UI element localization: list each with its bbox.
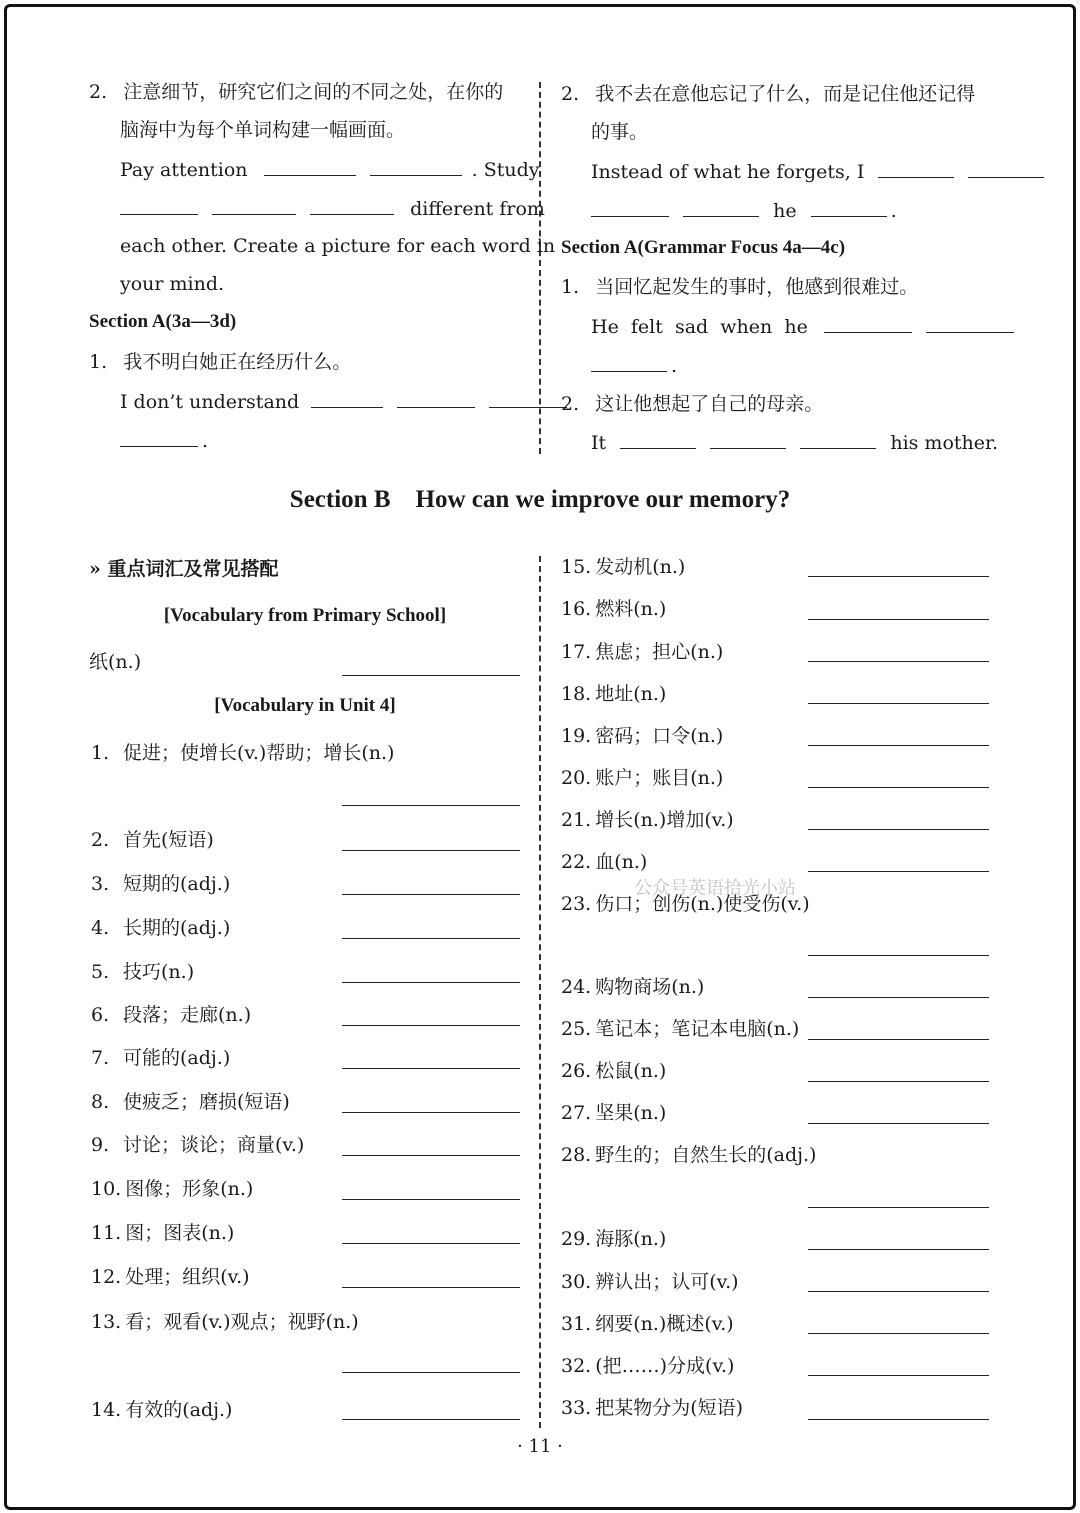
answer-line[interactable] [342,1025,520,1026]
chinese-prompt: 注意细节，研究它们之间的不同之处，在你的 [123,81,504,103]
item-definition: 纲要(n.)概述(v.) [595,1313,734,1335]
answer-blank[interactable] [311,389,383,408]
answer-line[interactable] [808,997,989,998]
item-number: 14. [91,1399,122,1421]
vocab-item [91,1046,230,1070]
item-definition: 段落；走廊(n.) [123,1004,252,1026]
english-sentence-line3: each other. Create a picture for each word in [120,235,556,257]
question-number: 1. [561,276,580,298]
answer-blank[interactable] [710,430,786,449]
vocab-heading: » 重点词汇及常见搭配 [89,558,279,580]
item-definition: 看；观看(v.)观点；视野(n.) [125,1311,359,1333]
exercise-1-right [561,275,918,299]
answer-line[interactable] [342,1199,520,1200]
primary-vocab-item: 纸(n.) [89,651,142,673]
item-definition: 处理；组织(v.) [125,1266,250,1288]
item-definition: 账户；账目(n.) [595,767,724,789]
answer-line[interactable] [342,1155,520,1156]
answer-line[interactable] [342,675,520,676]
section-title: Section B How can we improve our memory? [289,486,791,513]
item-definition: 可能的(adj.) [123,1047,231,1069]
item-number: 32. [561,1355,592,1377]
answer-blank[interactable] [264,157,356,176]
exercise-2b-right [561,392,823,416]
english-sentence: I don’t understand [120,389,571,414]
vocab-item [91,1003,251,1027]
vocab-item [561,975,704,999]
answer-line[interactable] [342,894,520,895]
answer-line[interactable] [808,1333,989,1334]
question-number: 2. [89,81,108,103]
answer-line[interactable] [342,1419,520,1420]
answer-blank[interactable] [591,198,669,217]
item-number: 12. [91,1266,122,1288]
answer-line[interactable] [808,1291,989,1292]
item-number: 24. [561,976,592,998]
answer-line[interactable] [808,1123,989,1124]
english-sentence-line2: different from [120,196,545,221]
vocab-item [91,916,230,940]
unit-vocab-heading: [Vocabulary in Unit 4] [214,695,396,716]
item-number: 29. [561,1228,592,1250]
item-number: 8. [91,1091,110,1113]
english-sentence-line1: Pay attention . Study [120,159,540,181]
answer-line[interactable] [808,576,989,577]
vocab-item [91,1265,250,1289]
item-definition: 密码；口令(n.) [595,725,724,747]
vocab-item [91,1090,290,1114]
item-definition: 图；图表(n.) [125,1222,235,1244]
answer-blank[interactable] [620,430,696,449]
answer-blank[interactable] [120,196,198,215]
section-heading: Section A(Grammar Focus 4a—4c) [561,237,846,258]
answer-line[interactable] [342,938,520,939]
item-definition: 把某物分为(短语) [595,1397,744,1419]
vocab-item [561,766,723,790]
item-number: 3. [91,873,110,895]
item-number: 25. [561,1018,592,1040]
item-definition: 促进；使增长(v.)帮助；增长(n.) [123,742,395,764]
item-definition: 燃料(n.) [595,598,667,620]
item-definition: 长期的(adj.) [123,917,231,939]
answer-line[interactable] [342,850,520,851]
vocab-item [561,640,723,664]
english-sentence: It his mother. [591,432,999,454]
answer-blank[interactable] [968,159,1044,178]
answer-line[interactable] [342,1287,520,1288]
answer-line[interactable] [342,1243,520,1244]
answer-line[interactable] [808,871,989,872]
vocab-item [561,1017,799,1041]
english-sentence-end: . [120,428,208,453]
item-number: 13. [91,1311,122,1333]
answer-blank[interactable] [310,196,394,215]
item-number: 2. [91,829,110,851]
answer-line[interactable] [808,1375,989,1376]
answer-line[interactable] [342,982,520,983]
item-number: 10. [91,1178,122,1200]
item-definition: 笔记本；笔记本电脑(n.) [595,1018,800,1040]
vocab-item [561,1059,666,1083]
answer-blank[interactable] [120,428,198,447]
item-number: 6. [91,1004,110,1026]
answer-line[interactable] [808,1207,989,1208]
vocab-item [561,808,734,832]
item-number: 18. [561,683,592,705]
question-number: 1. [89,351,108,373]
english-sentence-line1: Instead of what he forgets, I [591,159,1048,184]
item-definition: 技巧(n.) [123,961,195,983]
column-divider-bottom [539,556,541,1428]
vocab-item [561,1101,666,1125]
item-number: 4. [91,917,110,939]
item-number: 16. [561,598,592,620]
item-definition: 野生的；自然生长的(adj.) [595,1144,817,1166]
answer-blank[interactable] [397,389,475,408]
item-number: 15. [561,556,592,578]
vocab-item [91,1310,359,1334]
answer-line[interactable] [342,1112,520,1113]
exercise-2-right [561,82,975,106]
exercise-2-left [89,80,503,104]
answer-line[interactable] [808,1419,989,1420]
item-definition: 使疲乏；磨损(短语) [123,1091,290,1113]
answer-blank[interactable] [824,314,912,333]
item-number: 17. [561,641,592,663]
item-definition: 图像；形象(n.) [125,1178,254,1200]
answer-line[interactable] [808,955,989,956]
item-number: 31. [561,1313,592,1335]
item-definition: 松鼠(n.) [595,1060,667,1082]
item-number: 19. [561,725,592,747]
answer-line[interactable] [342,1068,520,1069]
answer-line[interactable] [808,1039,989,1040]
item-definition: 增长(n.)增加(v.) [595,809,734,831]
answer-line[interactable] [808,703,989,704]
english-sentence: He felt sad when he [591,314,1018,339]
answer-line[interactable] [342,1372,520,1373]
vocab-item [561,597,666,621]
answer-blank[interactable] [811,198,887,217]
vocab-item [91,1133,304,1157]
item-definition: 坚果(n.) [595,1102,667,1124]
vocab-item [561,1143,816,1167]
answer-line[interactable] [808,745,989,746]
item-definition: 伤口；创伤(n.)使受伤(v.) [595,893,810,915]
chinese-prompt: 这让他想起了自己的母亲。 [595,393,824,415]
answer-blank[interactable] [591,353,667,372]
answer-line[interactable] [808,661,989,662]
item-number: 20. [561,767,592,789]
answer-blank[interactable] [489,389,567,408]
vocab-item [91,1398,232,1422]
item-definition: (把……)分成(v.) [595,1355,735,1377]
item-definition: 购物商场(n.) [595,976,705,998]
item-definition: 辨认出；认可(v.) [595,1271,739,1293]
watermark: 公众号英语拾光小站 [634,878,796,899]
item-definition: 讨论；谈论；商量(v.) [123,1134,305,1156]
answer-line[interactable] [342,805,520,806]
vocab-item [91,741,394,765]
vocab-item [561,682,666,706]
vocab-item [561,724,723,748]
chinese-prompt: 我不明白她正在经历什么。 [123,351,352,373]
chinese-prompt-line2: 脑海中为每个单词构建一幅画面。 [120,119,406,141]
item-definition: 焦虑；担心(n.) [595,641,724,663]
item-number: 26. [561,1060,592,1082]
answer-line[interactable] [808,1081,989,1082]
answer-blank[interactable] [370,157,462,176]
item-number: 30. [561,1271,592,1293]
vocab-item [91,1221,234,1245]
vocab-item [561,1396,743,1420]
item-number: 22. [561,851,592,873]
vocab-item [561,1227,666,1251]
vocab-item [561,1270,739,1294]
item-definition: 有效的(adj.) [125,1399,233,1421]
vocab-item [561,555,685,579]
answer-blank[interactable] [926,314,1014,333]
vocab-item [91,828,214,852]
item-number: 11. [91,1222,122,1244]
vocab-item [91,1177,253,1201]
item-number: 9. [91,1134,110,1156]
english-sentence-end: . [591,353,677,378]
exercise-1-left [89,350,351,374]
item-definition: 海豚(n.) [595,1228,667,1250]
answer-blank[interactable] [878,159,954,178]
item-definition: 短期的(adj.) [123,873,231,895]
item-number: 28. [561,1144,592,1166]
answer-line[interactable] [808,829,989,830]
vocab-item [561,1312,734,1336]
item-number: 23. [561,893,592,915]
item-number: 27. [561,1102,592,1124]
question-number: 2. [561,393,580,415]
vocab-item [561,1354,734,1378]
item-number: 5. [91,961,110,983]
answer-blank[interactable] [683,198,759,217]
item-definition: 发动机(n.) [595,556,686,578]
english-sentence-line2: he . [591,198,897,223]
item-definition: 首先(短语) [123,829,214,851]
vocab-item [91,960,194,984]
item-number: 7. [91,1047,110,1069]
chinese-prompt: 当回忆起发生的事时，他感到很难过。 [595,276,919,298]
answer-blank[interactable] [800,430,876,449]
answer-line[interactable] [808,787,989,788]
primary-vocab-heading: [Vocabulary from Primary School] [163,605,447,626]
item-number: 21. [561,809,592,831]
answer-line[interactable] [808,619,989,620]
page-number: · 11 · [517,1436,563,1457]
item-number: 33. [561,1397,592,1419]
question-number: 2. [561,83,580,105]
answer-blank[interactable] [212,196,296,215]
english-sentence-line4: your mind. [120,273,225,295]
vocab-item [91,872,230,896]
vocab-item [561,850,647,874]
item-definition: 血(n.) [595,851,648,873]
chinese-prompt-line2: 的事。 [591,121,649,143]
answer-line[interactable] [808,1249,989,1250]
chinese-prompt: 我不去在意他忘记了什么，而是记住他还记得 [595,83,976,105]
section-heading: Section A(3a—3d) [89,311,237,332]
item-definition: 地址(n.) [595,683,667,705]
item-number: 1. [91,742,110,764]
